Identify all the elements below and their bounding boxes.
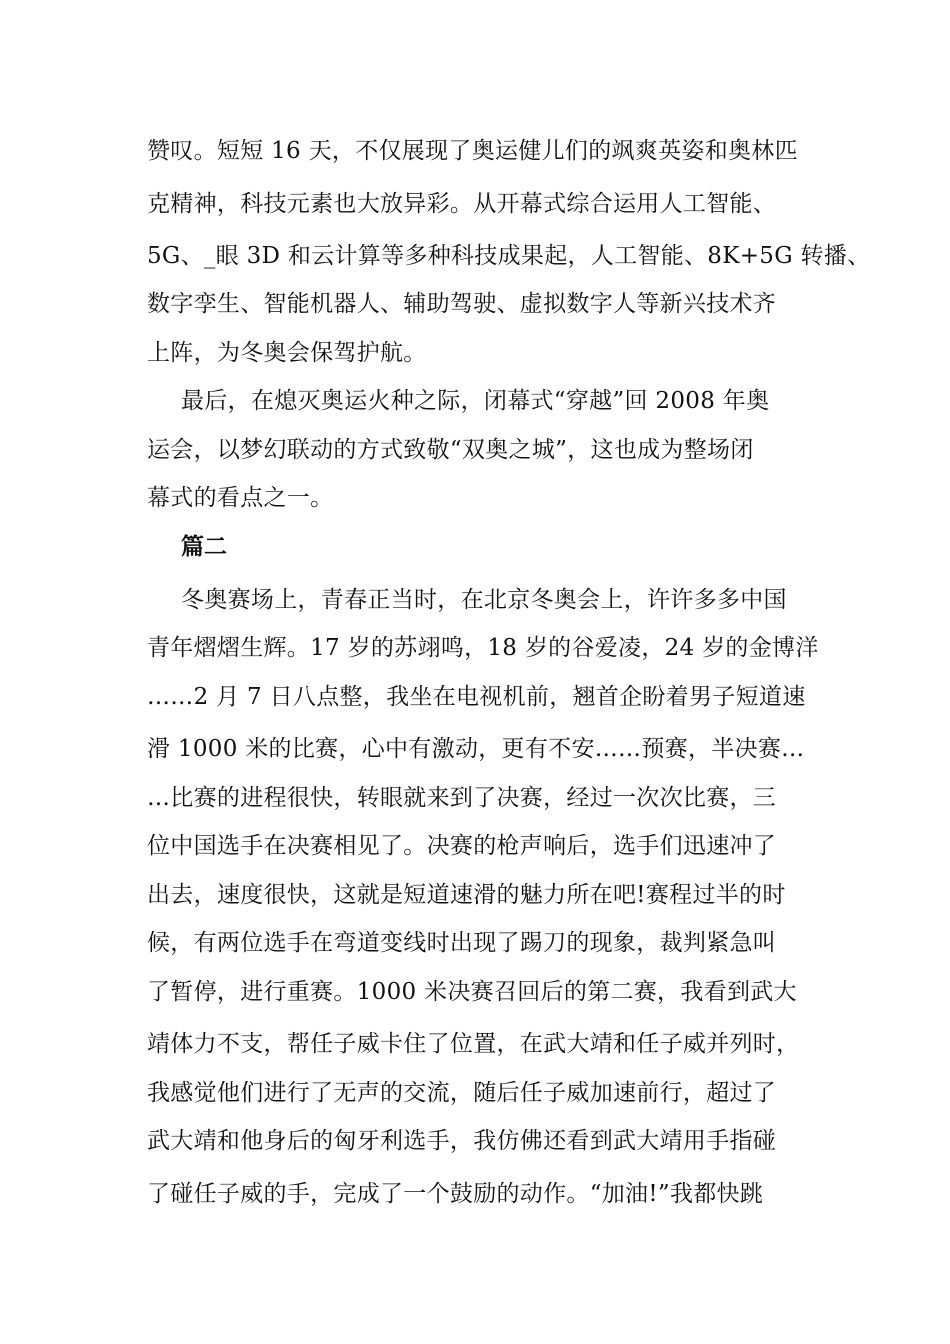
text-line: 幕式的看点之一。: [147, 485, 334, 511]
text-line: 位中国选手在决赛相见了。决赛的枪声响后，选手们迅速冲了: [147, 833, 777, 859]
text-line: 青年熠熠生辉。17 岁的苏翊鸣，18 岁的谷爱凌，24 岁的金博洋: [147, 635, 819, 661]
text-line: 上阵，为冬奥会保驾护航。: [147, 340, 427, 366]
text-line: 克精神，科技元素也大放异彩。从开幕式综合运用人工智能、: [147, 191, 777, 217]
text-line: 候，有两位选手在弯道变线时出现了踢刀的现象，裁判紧急叫: [147, 930, 777, 956]
text-line: 了碰任子威的手，完成了一个鼓励的动作。“加油!”我都快跳: [147, 1181, 764, 1207]
text-line: 5G、_眼 3D 和云计算等多种科技成果起，人工智能、8K+5G 转播、: [147, 243, 871, 269]
text-line: 数字孪生、智能机器人、辅助驾驶、虚拟数字人等新兴技术齐: [147, 291, 777, 317]
text-line: ……2 月 7 日八点整，我坐在电视机前，翘首企盼着男子短道速: [147, 684, 806, 710]
text-line: 赞叹。短短 16 天，不仅展现了奥运健儿们的飒爽英姿和奥林匹: [147, 138, 798, 164]
text-line: 滑 1000 米的比赛，心中有激动，更有不安……预赛，半决赛…: [147, 736, 805, 762]
text-line: 了暂停，进行重赛。1000 米决赛召回后的第二赛，我看到武大: [147, 979, 797, 1005]
text-line: 我感觉他们进行了无声的交流，随后任子威加速前行，超过了: [147, 1080, 777, 1106]
section-heading: 篇二: [181, 533, 227, 560]
text-line: 靖体力不支，帮任子威卡住了位置，在武大靖和任子威并列时，: [147, 1031, 800, 1057]
text-line: 出去，速度很快，这就是短道速滑的魅力所在吧!赛程过半的时: [147, 882, 786, 908]
text-line: 最后，在熄灭奥运火种之际，闭幕式“穿越”回 2008 年奥: [181, 388, 770, 414]
text-line: 武大靖和他身后的匈牙利选手，我仿佛还看到武大靖用手指碰: [147, 1128, 777, 1154]
text-line: 冬奥赛场上，青春正当时，在北京冬奥会上，许许多多中国: [181, 587, 787, 613]
text-line: …比赛的进程很快，转眼就来到了决赛，经过一次次比赛，三: [147, 785, 777, 811]
text-line: 运会，以梦幻联动的方式致敬“双奥之城”，这也成为整场闭: [147, 437, 754, 463]
